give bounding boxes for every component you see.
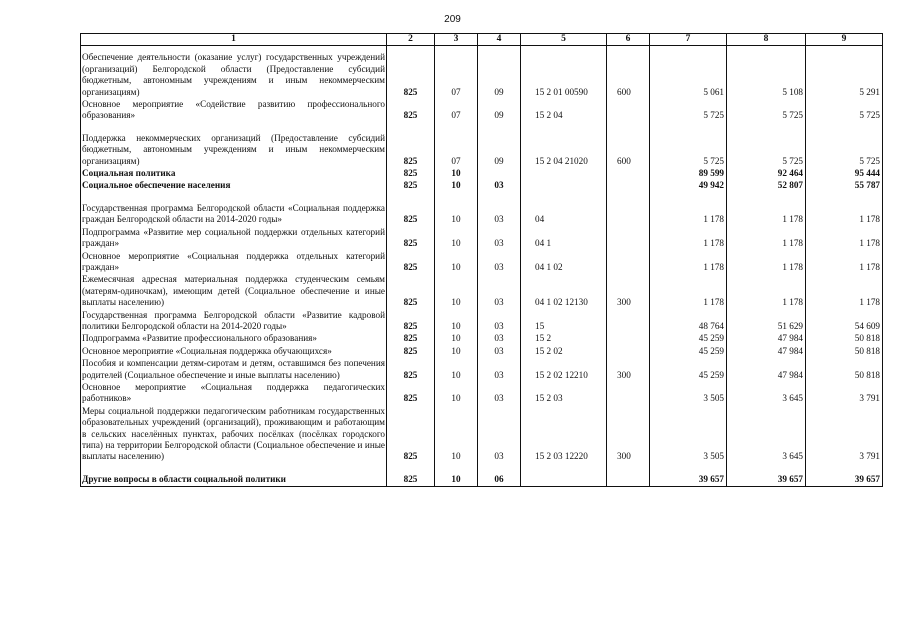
- cell-expense-type: 600: [607, 123, 650, 168]
- column-header: 6: [607, 34, 650, 46]
- cell-expense-type: [607, 382, 650, 406]
- cell-expense-type: [607, 464, 650, 487]
- cell-amount-8: 5 108: [727, 46, 806, 99]
- cell-subsection: 03: [478, 358, 521, 382]
- cell-section: 10: [435, 168, 478, 180]
- cell-admin: 825: [387, 406, 435, 464]
- cell-amount-9: 55 787: [806, 180, 883, 192]
- table-row: [81, 123, 883, 168]
- cell-target-article: 04 1 02 12130: [521, 274, 607, 309]
- cell-expense-type: [607, 227, 650, 251]
- row-name: Государственная программа Белгородской области «Социальная поддержка граждан Белгородской области на 2014-2020 годы»: [81, 193, 387, 227]
- table-row: [81, 168, 883, 180]
- budget-table: [80, 33, 883, 487]
- cell-admin: 825: [387, 464, 435, 487]
- cell-section: 10: [435, 464, 478, 487]
- row-name: Основное мероприятие «Социальная поддержка отдельных категорий граждан»: [81, 251, 387, 275]
- table-row: [81, 464, 883, 487]
- cell-amount-9: 1 178: [806, 251, 883, 275]
- row-name: Основное мероприятие «Социальная поддержка педагогических работников»: [81, 382, 387, 406]
- table-row: [81, 333, 883, 345]
- column-header: 1: [81, 34, 387, 46]
- cell-subsection: 03: [478, 274, 521, 309]
- table-row: [81, 358, 883, 382]
- cell-section: 10: [435, 251, 478, 275]
- column-header: 3: [435, 34, 478, 46]
- cell-amount-9: 50 818: [806, 358, 883, 382]
- cell-amount-7: 3 505: [650, 382, 727, 406]
- cell-admin: 825: [387, 358, 435, 382]
- row-name: Основное мероприятие «Социальная поддержка обучающихся»: [81, 346, 387, 358]
- cell-subsection: 09: [478, 46, 521, 99]
- cell-expense-type: [607, 193, 650, 227]
- cell-section: 10: [435, 274, 478, 309]
- table-row: [81, 180, 883, 192]
- cell-target-article: 15 2 04 21020: [521, 123, 607, 168]
- cell-section: 10: [435, 346, 478, 358]
- cell-amount-9: 1 178: [806, 193, 883, 227]
- cell-section: 10: [435, 310, 478, 334]
- cell-amount-7: 1 178: [650, 193, 727, 227]
- cell-admin: 825: [387, 168, 435, 180]
- cell-section: 10: [435, 382, 478, 406]
- cell-amount-9: 50 818: [806, 333, 883, 345]
- table-row: [81, 46, 883, 99]
- cell-amount-9: 1 178: [806, 227, 883, 251]
- cell-subsection: 03: [478, 310, 521, 334]
- cell-amount-8: 47 984: [727, 333, 806, 345]
- cell-target-article: 15 2: [521, 333, 607, 345]
- column-header: 7: [650, 34, 727, 46]
- table-row: [81, 227, 883, 251]
- row-name: Подпрограмма «Развитие профессионального образования»: [81, 333, 387, 345]
- cell-amount-7: 3 505: [650, 406, 727, 464]
- cell-amount-8: 5 725: [727, 99, 806, 123]
- cell-amount-7: 45 259: [650, 346, 727, 358]
- cell-amount-7: 5 725: [650, 123, 727, 168]
- row-name: Поддержка некоммерческих организаций (Предоставление субсидий бюджетным, автономным учреждениям и иным некоммерческим организациям): [81, 123, 387, 168]
- cell-admin: 825: [387, 251, 435, 275]
- cell-expense-type: [607, 333, 650, 345]
- cell-target-article: [521, 180, 607, 192]
- cell-amount-8: 5 725: [727, 123, 806, 168]
- cell-amount-7: 1 178: [650, 274, 727, 309]
- cell-amount-7: 48 764: [650, 310, 727, 334]
- cell-amount-7: 89 599: [650, 168, 727, 180]
- cell-section: 07: [435, 46, 478, 99]
- cell-expense-type: [607, 180, 650, 192]
- cell-admin: 825: [387, 123, 435, 168]
- cell-amount-8: 1 178: [727, 227, 806, 251]
- cell-subsection: 03: [478, 382, 521, 406]
- cell-amount-9: 3 791: [806, 382, 883, 406]
- cell-admin: 825: [387, 274, 435, 309]
- cell-amount-7: 49 942: [650, 180, 727, 192]
- cell-subsection: 03: [478, 227, 521, 251]
- column-header: 5: [521, 34, 607, 46]
- cell-target-article: 15 2 03: [521, 382, 607, 406]
- page-number: 209: [444, 14, 461, 25]
- cell-amount-8: 1 178: [727, 193, 806, 227]
- cell-target-article: 15 2 04: [521, 99, 607, 123]
- cell-amount-7: 1 178: [650, 251, 727, 275]
- table-row: [81, 193, 883, 227]
- row-name: Государственная программа Белгородской области «Развитие кадровой политики Белгородской области на 2014-2020 годы»: [81, 310, 387, 334]
- table-row: [81, 406, 883, 464]
- cell-amount-9: 5 291: [806, 46, 883, 99]
- cell-expense-type: [607, 346, 650, 358]
- cell-amount-8: 1 178: [727, 274, 806, 309]
- cell-target-article: [521, 168, 607, 180]
- cell-amount-7: 1 178: [650, 227, 727, 251]
- cell-subsection: 09: [478, 99, 521, 123]
- cell-amount-9: 54 609: [806, 310, 883, 334]
- column-header: 4: [478, 34, 521, 46]
- table-row: [81, 274, 883, 309]
- cell-amount-9: 3 791: [806, 406, 883, 464]
- cell-target-article: 15 2 02: [521, 346, 607, 358]
- cell-admin: 825: [387, 333, 435, 345]
- cell-section: 10: [435, 358, 478, 382]
- cell-subsection: 03: [478, 333, 521, 345]
- table-row: [81, 251, 883, 275]
- cell-expense-type: 600: [607, 46, 650, 99]
- row-name: Ежемесячная адресная материальная поддержка студенческим семьям (матерям-одиночкам), имеющим детей (Социальное обеспечение и иные выплаты населению): [81, 274, 387, 309]
- cell-amount-8: 1 178: [727, 251, 806, 275]
- row-name: Социальное обеспечение населения: [81, 180, 387, 192]
- cell-subsection: 03: [478, 346, 521, 358]
- cell-amount-8: 92 464: [727, 168, 806, 180]
- cell-amount-8: 39 657: [727, 464, 806, 487]
- cell-expense-type: 300: [607, 274, 650, 309]
- cell-admin: 825: [387, 382, 435, 406]
- cell-amount-9: 39 657: [806, 464, 883, 487]
- cell-amount-8: 47 984: [727, 346, 806, 358]
- cell-expense-type: [607, 310, 650, 334]
- cell-amount-8: 47 984: [727, 358, 806, 382]
- cell-amount-9: 5 725: [806, 99, 883, 123]
- cell-subsection: 03: [478, 406, 521, 464]
- cell-subsection: 03: [478, 180, 521, 192]
- cell-section: 10: [435, 406, 478, 464]
- cell-section: 07: [435, 99, 478, 123]
- cell-subsection: 03: [478, 251, 521, 275]
- row-name: Обеспечение деятельности (оказание услуг) государственных учреждений (организаций) Белгородской области (Предоставление субсидий бюджетным, автономным учреждениям и иным некоммерческим организациям): [81, 46, 387, 99]
- cell-section: 10: [435, 333, 478, 345]
- cell-target-article: 15: [521, 310, 607, 334]
- cell-amount-8: 52 807: [727, 180, 806, 192]
- cell-admin: 825: [387, 227, 435, 251]
- row-name: Основное мероприятие «Содействие развитию профессионального образования»: [81, 99, 387, 123]
- cell-amount-9: 5 725: [806, 123, 883, 168]
- row-name: Социальная политика: [81, 168, 387, 180]
- cell-amount-9: 95 444: [806, 168, 883, 180]
- cell-section: 10: [435, 180, 478, 192]
- cell-amount-7: 45 259: [650, 358, 727, 382]
- cell-amount-7: 5 725: [650, 99, 727, 123]
- header-row: [81, 34, 883, 46]
- row-name: Пособия и компенсации детям-сиротам и детям, оставшимся без попечения родителей (Социальное обеспечение и иные выплаты населению): [81, 358, 387, 382]
- cell-subsection: 06: [478, 464, 521, 487]
- cell-section: 10: [435, 193, 478, 227]
- cell-subsection: 09: [478, 123, 521, 168]
- cell-expense-type: [607, 99, 650, 123]
- cell-expense-type: [607, 168, 650, 180]
- row-name: Меры социальной поддержки педагогическим работникам государственных образовательных учреждений (организаций), проживающим и работающим в сельских населённых пунктах, рабочих посёлках (посёлках городского типа) на территории Белгородской области (Социальное обеспечение и иные выплаты населению): [81, 406, 387, 464]
- cell-amount-8: 3 645: [727, 406, 806, 464]
- cell-admin: 825: [387, 99, 435, 123]
- cell-amount-7: 5 061: [650, 46, 727, 99]
- cell-target-article: 04 1 02: [521, 251, 607, 275]
- cell-section: 07: [435, 123, 478, 168]
- cell-amount-7: 45 259: [650, 333, 727, 345]
- cell-subsection: [478, 168, 521, 180]
- cell-amount-9: 50 818: [806, 346, 883, 358]
- cell-admin: 825: [387, 46, 435, 99]
- cell-amount-7: 39 657: [650, 464, 727, 487]
- row-name: Другие вопросы в области социальной политики: [81, 464, 387, 487]
- table-row: [81, 99, 883, 123]
- cell-admin: 825: [387, 346, 435, 358]
- cell-subsection: 03: [478, 193, 521, 227]
- cell-target-article: [521, 464, 607, 487]
- cell-expense-type: 300: [607, 406, 650, 464]
- table-row: [81, 382, 883, 406]
- cell-admin: 825: [387, 310, 435, 334]
- cell-expense-type: [607, 251, 650, 275]
- cell-target-article: 04 1: [521, 227, 607, 251]
- cell-amount-8: 51 629: [727, 310, 806, 334]
- cell-target-article: 04: [521, 193, 607, 227]
- cell-target-article: 15 2 01 00590: [521, 46, 607, 99]
- column-header: 8: [727, 34, 806, 46]
- cell-target-article: 15 2 03 12220: [521, 406, 607, 464]
- cell-admin: 825: [387, 193, 435, 227]
- table-row: [81, 346, 883, 358]
- column-header: 2: [387, 34, 435, 46]
- row-name: Подпрограмма «Развитие мер социальной поддержки отдельных категорий граждан»: [81, 227, 387, 251]
- cell-amount-9: 1 178: [806, 274, 883, 309]
- table-row: [81, 310, 883, 334]
- cell-admin: 825: [387, 180, 435, 192]
- cell-section: 10: [435, 227, 478, 251]
- cell-target-article: 15 2 02 12210: [521, 358, 607, 382]
- column-header: 9: [806, 34, 883, 46]
- cell-expense-type: 300: [607, 358, 650, 382]
- cell-amount-8: 3 645: [727, 382, 806, 406]
